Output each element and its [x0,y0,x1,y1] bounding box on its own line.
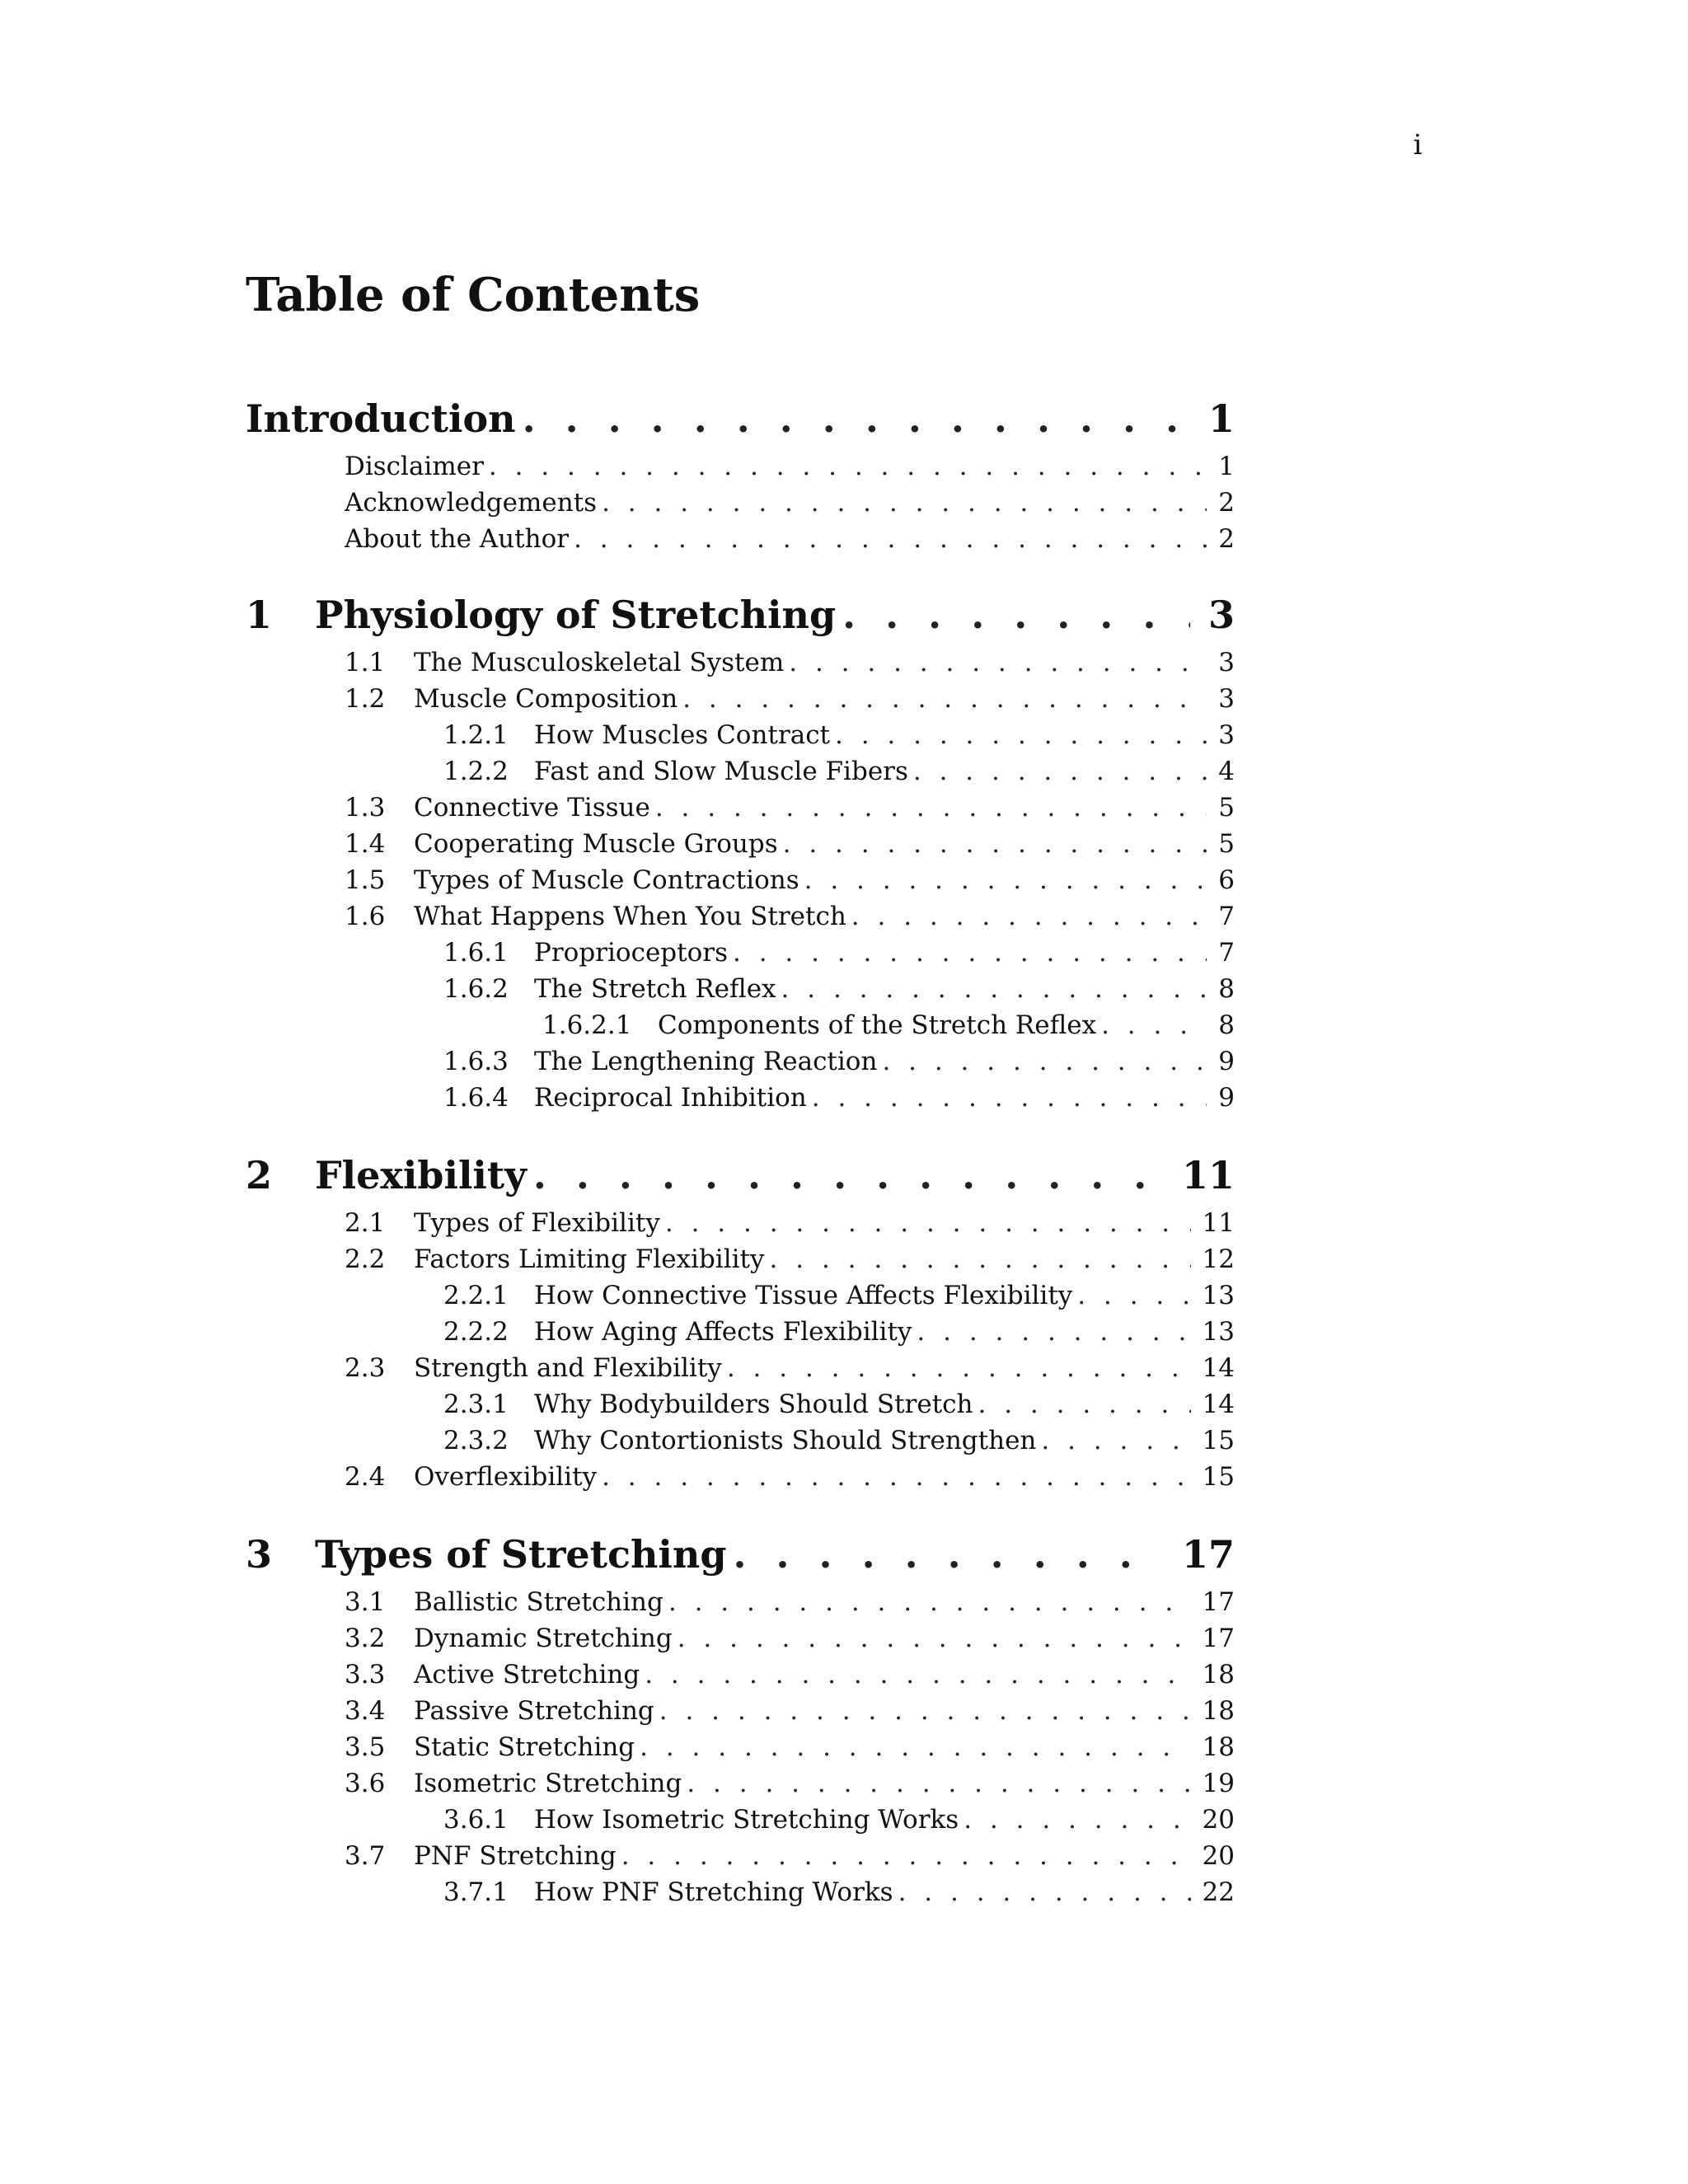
toc-entry-number: 1.6.4 [443,1083,509,1113]
dot-leader [835,717,1207,753]
toc-page-number: 5 [1218,829,1235,859]
dot-leader [882,1043,1207,1080]
toc-entry-title: Proprioceptors [534,938,728,968]
toc-chapter-title: Types of Stretching [315,1532,727,1577]
toc-entry-title: Isometric Stretching [414,1769,682,1798]
toc-entry-title: Acknowledgements [345,488,598,518]
toc-entry-number: 1.2.2 [443,757,509,786]
dot-leader [678,1620,1191,1657]
toc-page-number: 12 [1202,1244,1235,1274]
toc-entry-1-3[interactable] [345,790,1235,826]
toc-entry-title: Connective Tissue [414,793,650,823]
toc-chapter-1[interactable] [246,592,1235,638]
toc-entry-title: How Isometric Stretching Works [534,1805,959,1835]
dot-leader [489,448,1207,485]
toc-entry-title: About the Author [345,524,570,554]
dot-leader [1041,1422,1190,1459]
toc-entry-title: Disclaimer [345,452,484,481]
toc-entry-1-5[interactable] [345,862,1235,898]
toc-chapter-introduction[interactable] [246,396,1235,442]
toc-entry-title: Ballistic Stretching [414,1587,663,1617]
toc-entry-number: 3.2 [345,1624,386,1653]
toc-entry-1-6-3[interactable] [443,1043,1235,1080]
dot-leader [645,1657,1190,1693]
dot-leader [783,826,1207,862]
toc-page-number: 18 [1202,1696,1235,1726]
toc-page-number: 19 [1202,1769,1235,1798]
toc-entry-title: Passive Stretching [414,1696,654,1726]
toc-entry-1-2[interactable] [345,681,1235,717]
toc-entry-3-4[interactable] [345,1693,1235,1729]
toc-entry-3-6-1[interactable] [443,1802,1235,1838]
toc-entry-number: 3.7 [345,1841,386,1871]
toc-entry-title: Factors Limiting Flexibility [414,1244,765,1274]
toc-entry-2-3[interactable] [345,1350,1235,1386]
dot-leader [789,644,1207,681]
toc-page-number: 18 [1202,1732,1235,1762]
toc-entry-1-6[interactable] [345,898,1235,935]
toc-entry-title: Cooperating Muscle Groups [414,829,778,859]
toc-entry-number: 1.3 [345,793,386,823]
toc-page-number: 7 [1218,902,1235,931]
dot-leader [665,1205,1191,1241]
toc-entry-number: 1.6.1 [443,938,509,968]
toc-entry-number: 2.3.2 [443,1426,509,1455]
toc-entry-3-2[interactable] [345,1620,1235,1657]
toc-entry-1-6-4[interactable] [443,1080,1235,1116]
dot-leader [898,1874,1191,1910]
toc-entry-number: 2.4 [345,1462,386,1492]
toc-entry-title: Strength and Flexibility [414,1353,722,1383]
toc-entry-about-author[interactable] [345,521,1235,557]
toc-entry-number: 3.5 [345,1732,386,1762]
toc-entry-number: 1.1 [345,648,386,677]
toc-entry-title: Overflexibility [414,1462,598,1492]
toc-entry-title: Components of the Stretch Reflex [658,1010,1097,1040]
toc-entry-number: 1.6 [345,902,386,931]
dot-leader [574,521,1207,557]
toc-entry-title: How Connective Tissue Affects Flexibility [534,1281,1073,1310]
toc-entry-number: 1.2 [345,684,386,714]
toc-entry-number: 2.3.1 [443,1390,509,1419]
toc-page-number: 17 [1202,1624,1235,1653]
toc-entry-title: Why Bodybuilders Should Stretch [534,1390,973,1419]
dot-leader [533,1152,1164,1198]
toc-page-number: 15 [1202,1426,1235,1455]
toc-chapter-number: 1 [246,593,273,637]
toc-page-number: 7 [1218,938,1235,968]
toc-page-number: 9 [1218,1083,1235,1113]
toc-entry-title: Types of Muscle Contractions [414,865,799,895]
toc-entry-1-1[interactable] [345,644,1235,681]
toc-entry-number: 2.3 [345,1353,386,1383]
toc-entry-3-1[interactable] [345,1584,1235,1620]
toc-page-number: 3 [1218,720,1235,750]
toc-page-number: 18 [1202,1660,1235,1690]
toc-page-number: 8 [1218,1010,1235,1040]
dot-leader [842,592,1190,638]
toc-entry-2-3-2[interactable] [443,1422,1235,1459]
dot-leader [812,1080,1207,1116]
toc-entry-title: Static Stretching [414,1732,635,1762]
toc-page-number: 13 [1202,1281,1235,1310]
toc-entry-2-4[interactable] [345,1459,1235,1495]
toc-page-number: 14 [1202,1390,1235,1419]
dot-leader [964,1802,1190,1838]
toc-page-number: 2 [1218,524,1235,554]
dot-leader [523,396,1190,442]
toc-entry-title: Fast and Slow Muscle Fibers [534,757,908,786]
toc-chapter-title: Physiology of Stretching [315,593,837,637]
toc-entry-acknowledgements[interactable] [345,485,1235,521]
toc-page-number: 2 [1218,488,1235,518]
toc-entry-number: 3.6.1 [443,1805,509,1835]
toc-page-number: 9 [1218,1047,1235,1076]
toc-entry-title: How Muscles Contract [534,720,831,750]
toc-page-number: 22 [1202,1877,1235,1907]
toc-entry-3-3[interactable] [345,1657,1235,1693]
toc-chapter-3[interactable] [246,1531,1235,1577]
toc-entry-title: The Musculoskeletal System [414,648,785,677]
toc-entry-title: Active Stretching [414,1660,640,1690]
dot-leader [913,753,1207,790]
dot-leader [640,1729,1190,1765]
toc-entry-number: 3.3 [345,1660,386,1690]
toc-entry-number: 3.4 [345,1696,386,1726]
toc-entry-2-2-1[interactable] [443,1277,1235,1314]
toc-entry-title: Dynamic Stretching [414,1624,673,1653]
dot-leader [733,935,1207,971]
dot-leader [978,1386,1191,1422]
toc-heading: Table of Contents [246,268,701,322]
toc-entry-title: How Aging Affects Flexibility [534,1317,912,1347]
toc-chapter-title: Flexibility [315,1153,527,1197]
dot-leader [682,681,1207,717]
toc-entry-title: What Happens When You Stretch [414,902,846,931]
dot-leader [668,1584,1191,1620]
toc-entry-1-4[interactable] [345,826,1235,862]
toc-entry-number: 2.2 [345,1244,386,1274]
toc-page-number: 13 [1202,1317,1235,1347]
toc-entry-3-5[interactable] [345,1729,1235,1765]
dot-leader [917,1314,1190,1350]
toc-entry-1-2-1[interactable] [443,717,1235,753]
toc-entry-number: 1.6.2.1 [542,1010,632,1040]
dot-leader [602,1459,1190,1495]
toc-entry-number: 1.2.1 [443,720,509,750]
toc-chapter-number: 2 [246,1153,273,1197]
dot-leader [687,1765,1190,1802]
toc-entry-2-2-2[interactable] [443,1314,1235,1350]
toc-page-number: 17 [1202,1587,1235,1617]
toc-entry-title: PNF Stretching [414,1841,617,1871]
toc-entry-2-2[interactable] [345,1241,1235,1277]
dot-leader [851,898,1207,935]
toc-entry-title: The Stretch Reflex [534,974,776,1004]
toc-entry-number: 2.2.2 [443,1317,509,1347]
toc-page-number: 11 [1202,1208,1235,1238]
toc-chapter-2[interactable] [246,1152,1235,1198]
toc-entry-number: 1.5 [345,865,386,895]
dot-leader [781,971,1207,1007]
toc-entry-title: Why Contortionists Should Strengthen [534,1426,1037,1455]
dot-leader [655,790,1207,826]
toc-page-number: 3 [1207,593,1235,637]
dot-leader [602,485,1207,521]
toc-entry-title: How PNF Stretching Works [534,1877,893,1907]
dot-leader [770,1241,1191,1277]
toc-entry-1-2-2[interactable] [443,753,1235,790]
toc-page-number: 4 [1218,757,1235,786]
toc-entry-3-7[interactable] [345,1838,1235,1874]
toc-entry-1-6-1[interactable] [443,935,1235,971]
toc-entry-3-7-1[interactable] [443,1874,1235,1910]
toc-page-number: 5 [1218,793,1235,823]
dot-leader [734,1531,1164,1577]
toc-entry-number: 1.6.2 [443,974,509,1004]
toc-entry-number: 1.6.3 [443,1047,509,1076]
toc-entry-number: 3.1 [345,1587,386,1617]
toc-entry-2-3-1[interactable] [443,1386,1235,1422]
toc-entry-title: Types of Flexibility [414,1208,660,1238]
toc-page-number: 6 [1218,865,1235,895]
page-number: i [1413,129,1423,162]
toc-page-number: 14 [1202,1353,1235,1383]
toc-entry-1-6-2-1[interactable] [542,1007,1235,1043]
toc-entry-1-6-2[interactable] [443,971,1235,1007]
dot-leader [1101,1007,1207,1043]
toc-page-number: 15 [1202,1462,1235,1492]
toc-entry-number: 2.2.1 [443,1281,509,1310]
toc-page-number: 17 [1181,1532,1235,1577]
toc-entry-title: Muscle Composition [414,684,678,714]
toc-entry-number: 3.7.1 [443,1877,509,1907]
toc-page-number: 20 [1202,1805,1235,1835]
toc-entry-number: 1.4 [345,829,386,859]
dot-leader [1077,1277,1190,1314]
toc-page-number: 3 [1218,684,1235,714]
dot-leader [727,1350,1191,1386]
toc-entry-number: 2.1 [345,1208,386,1238]
toc-page-number: 1 [1207,396,1235,441]
toc-page-number: 20 [1202,1841,1235,1871]
toc-page-number: 1 [1218,452,1235,481]
toc-entry-title: Reciprocal Inhibition [534,1083,807,1113]
toc-page-number: 11 [1181,1153,1235,1197]
toc-page-number: 3 [1218,648,1235,677]
dot-leader [659,1693,1191,1729]
toc-entry-disclaimer[interactable] [345,448,1235,485]
toc-entry-3-6[interactable] [345,1765,1235,1802]
toc-entry-2-1[interactable] [345,1205,1235,1241]
dot-leader [804,862,1207,898]
toc-entry-number: 3.6 [345,1769,386,1798]
toc-chapter-number: 3 [246,1532,273,1577]
toc-page-number: 8 [1218,974,1235,1004]
toc-entry-title: The Lengthening Reaction [534,1047,878,1076]
dot-leader [621,1838,1191,1874]
toc-chapter-title: Introduction [246,396,516,441]
